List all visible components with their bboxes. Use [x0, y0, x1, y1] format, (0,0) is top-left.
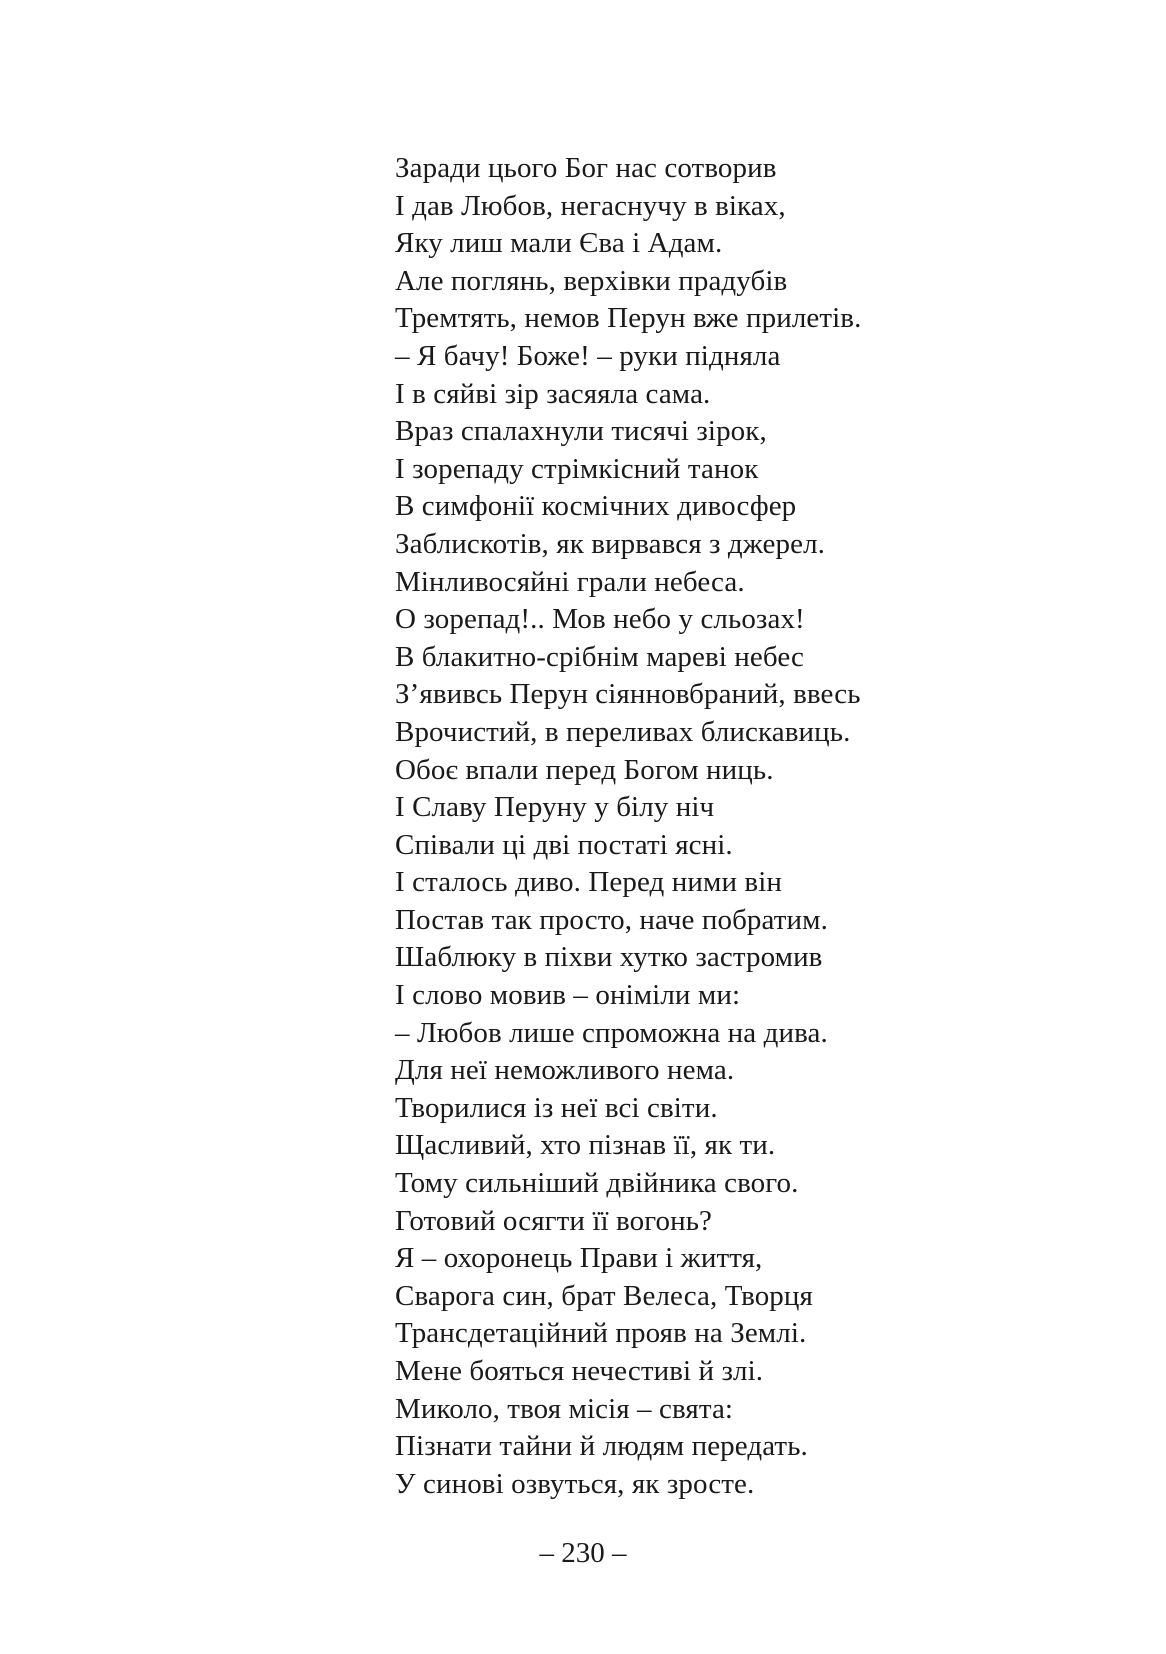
poem-line: Сварога син, брат Велеса, Творця	[395, 1279, 813, 1312]
poem-line: В блакитно-срібнім мареві небес	[395, 640, 805, 673]
poem-line: Трансдетаційний прояв на Землі.	[395, 1317, 807, 1350]
poem-line: Мене бояться нечестиві й злі.	[395, 1355, 764, 1387]
poem-line: З’явивсь Перун сіянновбраний, ввесь	[395, 678, 861, 711]
poem-line: Враз спалахнули тисячі зірок,	[395, 415, 767, 448]
poem-line: Я – охоронець Прави і життя,	[395, 1242, 763, 1275]
poem-line: Заради цього Бог нас сотворив	[395, 152, 777, 184]
poem-line: Обоє впали перед Богом ниць.	[395, 753, 774, 786]
poem-line: Для неї неможливого нема.	[395, 1054, 735, 1087]
poem-line: Заблискотів, як вирвався з джерел.	[395, 527, 825, 560]
page-number: – 230 –	[539, 1537, 627, 1569]
poem-line: Щасливий, хто пізнав її, як ти.	[395, 1129, 776, 1162]
poem-line: Пізнати тайни й людям передать.	[395, 1430, 808, 1463]
poem-line: І зорепаду стрімкісний танок	[395, 452, 759, 485]
poem-line: І дав Любов, негаснучу в віках,	[395, 189, 786, 222]
poem-line: – Любов лише спроможна на дива.	[395, 1016, 828, 1049]
poem-line: У синові озвуться, як зросте.	[395, 1467, 755, 1500]
poem-line: Постав так просто, наче побратим.	[395, 903, 828, 936]
poem-text	[395, 150, 861, 1503]
poem-line: – Я бачу! Боже! – руки підняла	[395, 339, 781, 372]
poem-line: Тремтять, немов Перун вже прилетів.	[395, 302, 862, 335]
poem-line: Мінливосяйні грали небеса.	[395, 565, 745, 598]
poem-line: О зорепад!.. Мов небо у сльозах!	[395, 603, 805, 636]
poem-line: Миколо, твоя місія – свята:	[395, 1392, 734, 1425]
poem-line: Готовий осягти її вогонь?	[395, 1204, 713, 1237]
poem-line: Шаблюку в піхви хутко застромив	[395, 941, 823, 974]
poem-line: І сталось диво. Перед ними він	[395, 866, 782, 899]
poem-line: І в сяйві зір засяяла сама.	[395, 377, 711, 410]
poem-line: Співали ці дві постаті ясні.	[395, 828, 733, 861]
poem-line: Тому сильніший двійника свого.	[395, 1167, 799, 1200]
poem-line: Врочистий, в переливах блискавиць.	[395, 715, 851, 748]
poem-line: В симфонії космічних дивосфер	[395, 490, 797, 523]
poem-line: Яку лиш мали Єва і Адам.	[395, 227, 723, 260]
poem-line: Творилися із неї всі світи.	[395, 1091, 718, 1124]
poem-line: Але поглянь, верхівки прадубів	[395, 264, 788, 297]
poem-line: І слово мовив – оніміли ми:	[395, 979, 741, 1012]
poem-line: І Славу Перуну у білу ніч	[395, 791, 715, 824]
